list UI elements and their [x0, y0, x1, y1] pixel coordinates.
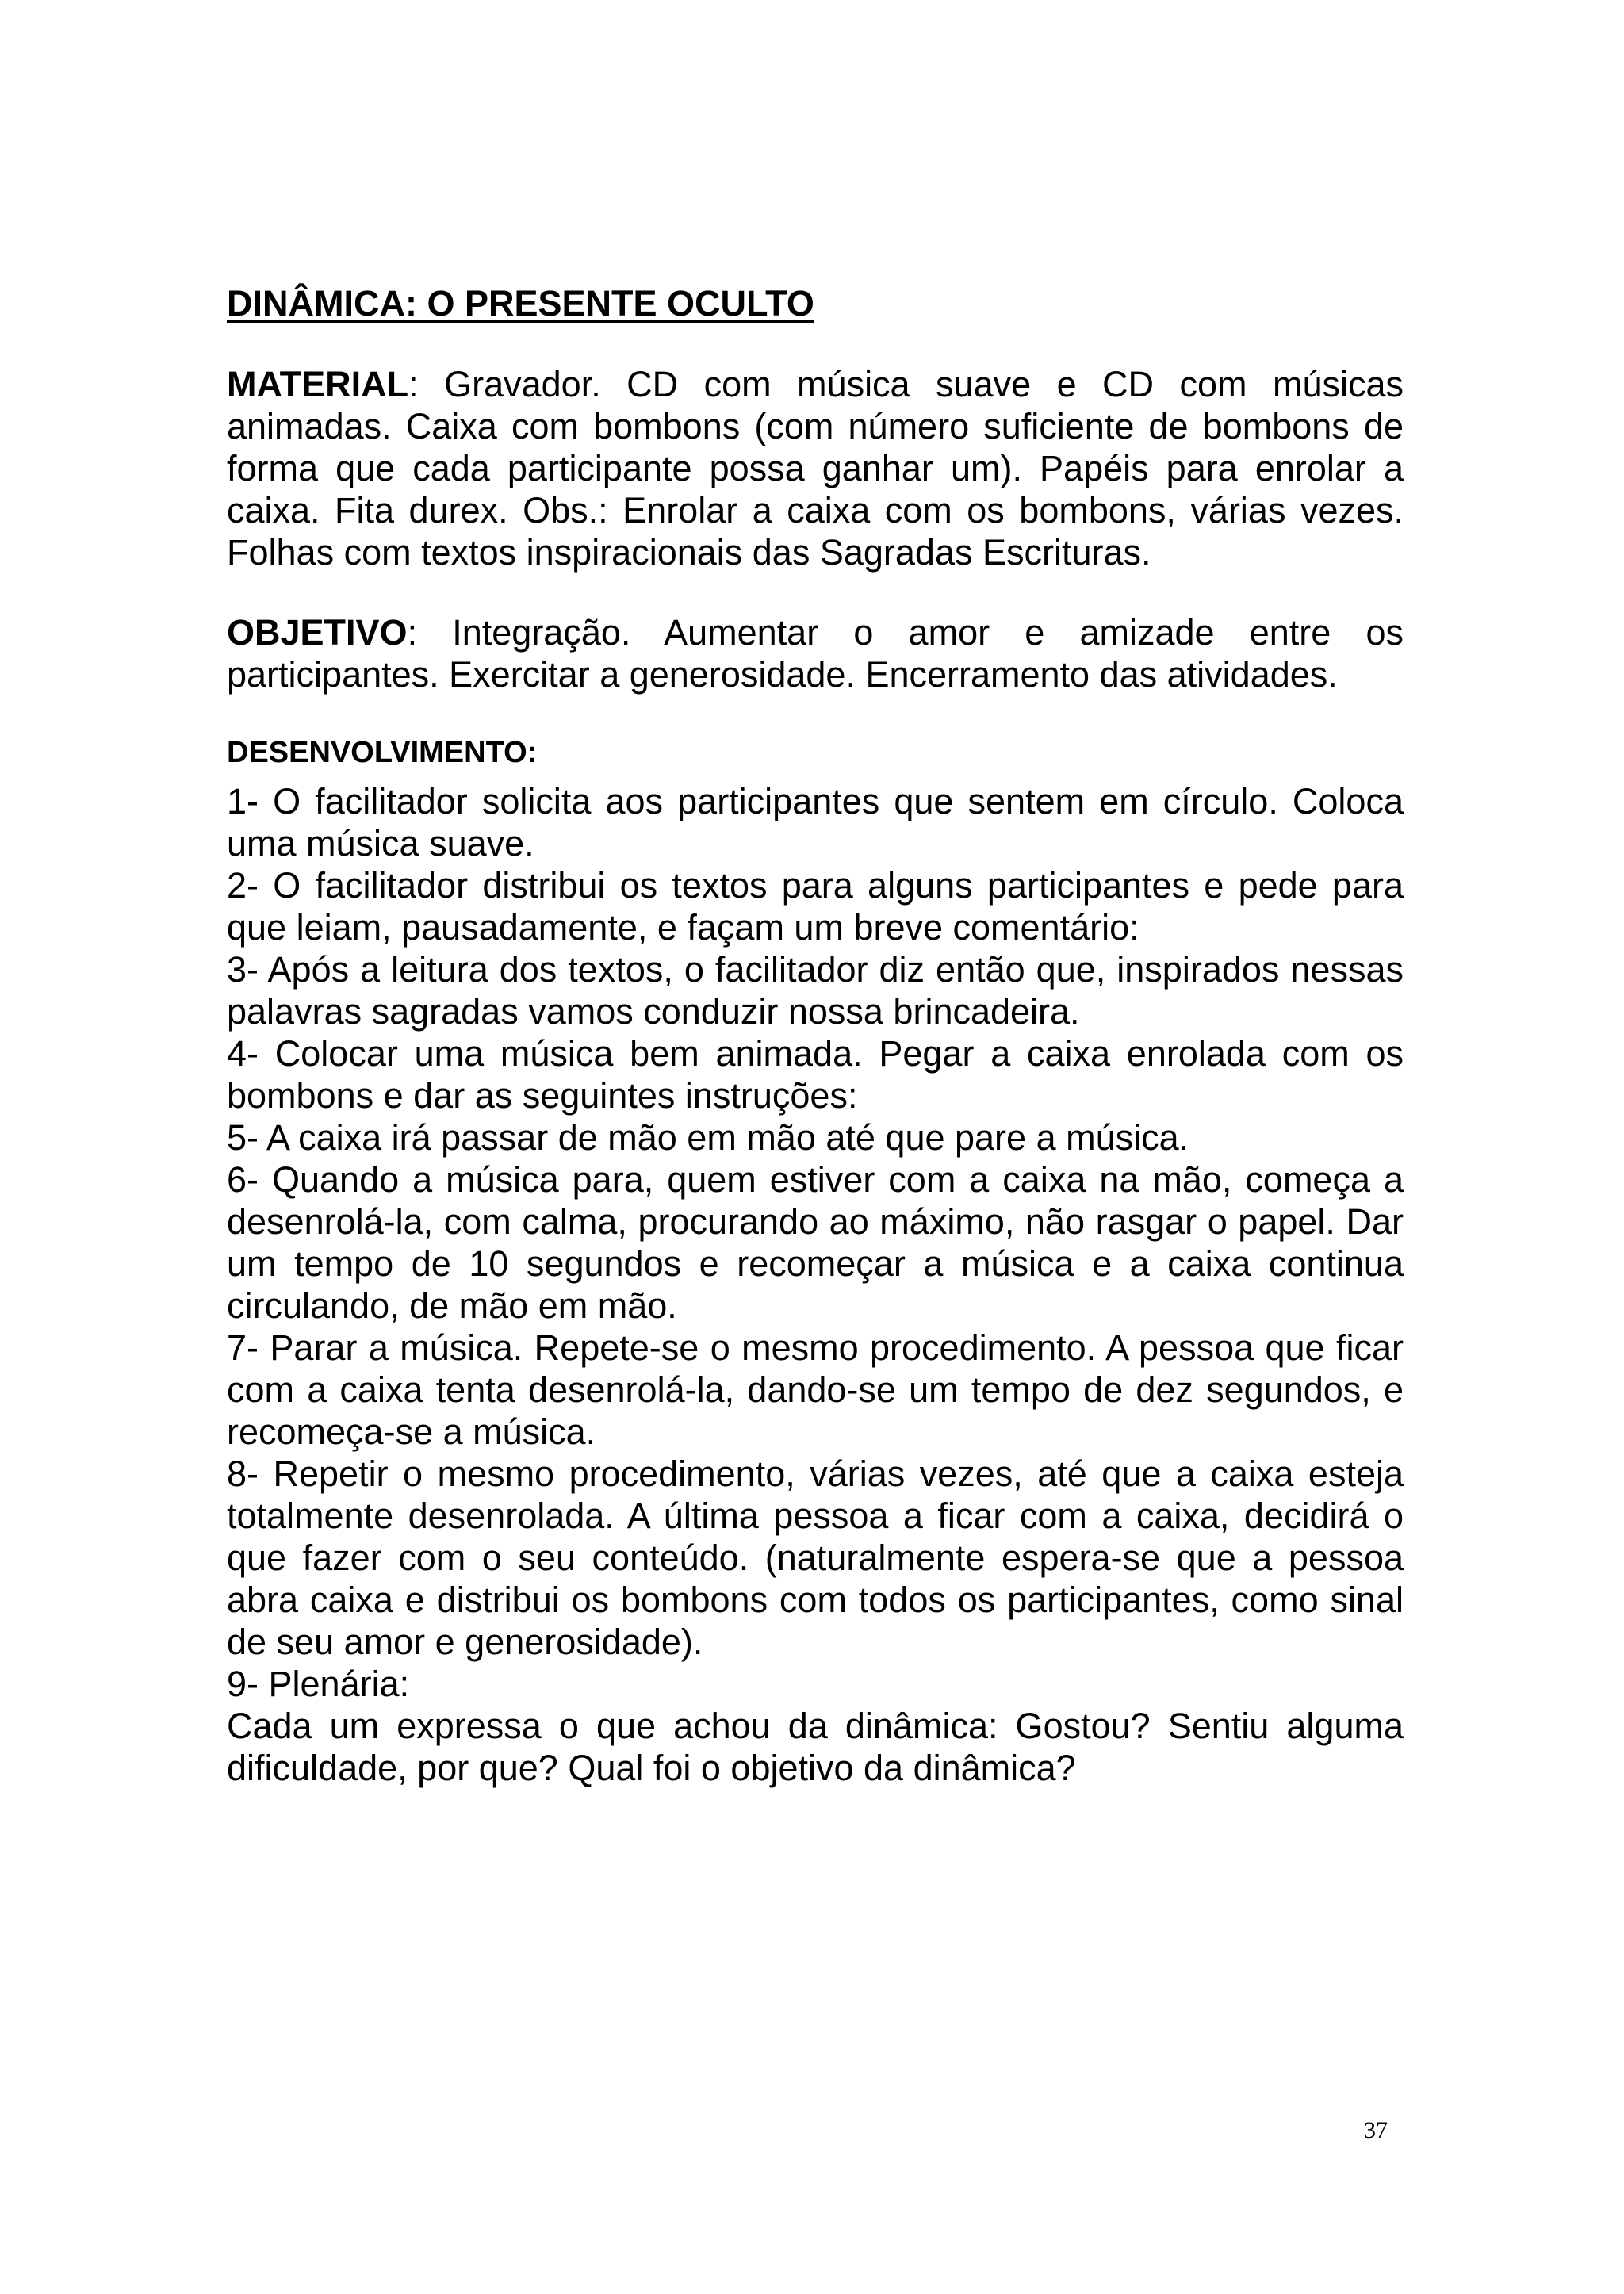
step-2: 2- O facilitador distribui os textos para alguns participantes e pede para que leiam, pausadamente, e façam um breve comentário:: [227, 865, 1404, 948]
step-8: 8- Repetir o mesmo procedimento, várias vezes, até que a caixa esteja totalmente desenrolada. A última pessoa a ficar com a caixa, decidirá o que fazer com o seu conteúdo. (naturalmente espera-se que a pessoa abra caixa e distribui os bombons com todos os participantes, como sinal de seu amor e generosidade).: [227, 1453, 1404, 1663]
step-4: 4- Colocar uma música bem animada. Pegar a caixa enrolada com os bombons e dar as seguintes instruções:: [227, 1033, 1404, 1116]
objetivo-text: : Integração. Aumentar o amor e amizade entre os participantes. Exercitar a generosidade. Encerramento das atividades.: [227, 612, 1404, 695]
step-9-detail: Cada um expressa o que achou da dinâmica: Gostou? Sentiu alguma dificuldade, por que? Qual foi o objetivo da dinâmica?: [227, 1706, 1404, 1789]
objetivo-label: OBJETIVO: [227, 612, 408, 653]
objetivo-section: [227, 611, 1404, 695]
material-text: : Gravador. CD com música suave e CD com músicas animadas. Caixa com bombons (com número suficiente de bombons de forma que cada participante possa ganhar um). Papéis para enrolar a caixa. Fita durex. Obs.: Enrolar a caixa com os bombons, várias vezes. Folhas com textos inspiracionais das Sagradas Escrituras.: [227, 364, 1404, 573]
step-5: 5- A caixa irá passar de mão em mão até que pare a música.: [227, 1117, 1189, 1158]
step-3: 3- Após a leitura dos textos, o facilitador diz então que, inspirados nessas palavras sagradas vamos conduzir nossa brincadeira.: [227, 949, 1404, 1032]
document-title: DINÂMICA: O PRESENTE OCULTO: [227, 283, 814, 324]
desenvolvimento-heading: DESENVOLVIMENTO:: [227, 736, 538, 769]
step-6: 6- Quando a música para, quem estiver com a caixa na mão, começa a desenrolá-la, com calma, procurando ao máximo, não rasgar o papel. Dar um tempo de 10 segundos e recomeçar a música e a caixa continua circulando, de mão em mão.: [227, 1159, 1404, 1327]
material-label: MATERIAL: [227, 364, 409, 404]
step-1: 1- O facilitador solicita aos participantes que sentem em círculo. Coloca uma música suave.: [227, 781, 1404, 864]
page-number: 37: [1364, 2117, 1388, 2143]
material-section: [227, 363, 1404, 573]
document-page: [227, 282, 1404, 1789]
step-9: 9- Plenária:: [227, 1664, 410, 1705]
step-7: 7- Parar a música. Repete-se o mesmo procedimento. A pessoa que ficar com a caixa tenta desenrolá-la, dando-se um tempo de dez segundos, e recomeça-se a música.: [227, 1327, 1404, 1453]
